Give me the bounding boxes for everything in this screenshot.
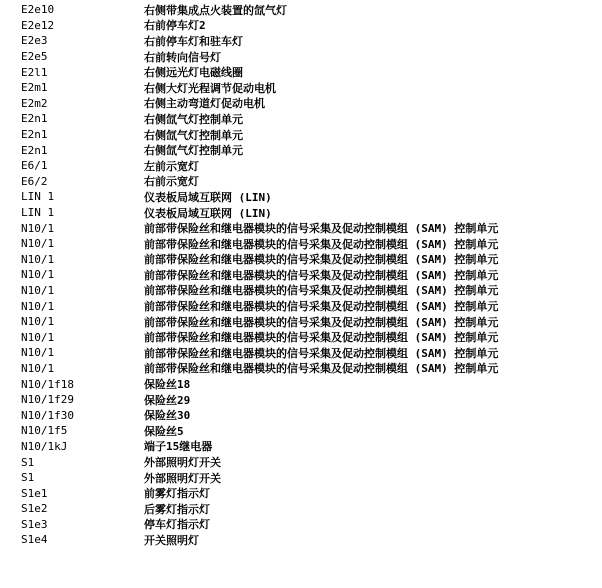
component-code: E2e3 [21, 34, 48, 48]
component-description: 右侧大灯光程调节促动电机 [144, 81, 276, 95]
legend-row [0, 33, 602, 49]
component-description: 保险丝18 [144, 378, 191, 392]
component-description: 后雾灯指示灯 [144, 502, 210, 516]
component-description: 右前转向信号灯 [144, 50, 221, 64]
component-description: 右侧氙气灯控制单元 [144, 112, 243, 126]
component-code: S1 [21, 455, 35, 469]
component-code: N10/1f18 [21, 377, 74, 391]
component-code: E2m2 [21, 96, 48, 110]
component-code: LIN 1 [21, 190, 55, 204]
component-description: 停车灯指示灯 [144, 518, 210, 532]
component-description: 右侧氙气灯控制单元 [144, 128, 243, 142]
component-code: S1e4 [21, 533, 48, 547]
legend-row [0, 407, 602, 423]
component-code: S1 [21, 471, 35, 485]
legend-row [0, 158, 602, 174]
component-description: 右侧带集成点火装置的氙气灯 [144, 3, 287, 17]
legend-row [0, 49, 602, 65]
component-code: N10/1 [21, 268, 55, 282]
component-description: 前部带保险丝和继电器模块的信号采集及促动控制模组 (SAM) 控制单元 [144, 362, 499, 376]
component-code: N10/1 [21, 252, 55, 266]
component-description: 左前示宽灯 [144, 159, 199, 173]
legend-row [0, 517, 602, 533]
component-code: N10/1f30 [21, 408, 74, 422]
component-description: 仪表板局域互联网 (LIN) [144, 190, 272, 204]
component-code: S1e3 [21, 517, 48, 531]
component-code: N10/1f29 [21, 393, 74, 407]
component-code: E6/2 [21, 174, 48, 188]
legend-row [0, 220, 602, 236]
component-code: N10/1 [21, 361, 55, 375]
legend-row [0, 189, 602, 205]
component-description: 端子15继电器 [144, 440, 213, 454]
legend-row [0, 532, 602, 548]
legend-row [0, 501, 602, 517]
component-code: E2l1 [21, 65, 48, 79]
legend-row [0, 329, 602, 345]
legend-row [0, 252, 602, 268]
component-code: N10/1 [21, 330, 55, 344]
component-description: 前部带保险丝和继电器模块的信号采集及促动控制模组 (SAM) 控制单元 [144, 284, 499, 298]
component-code: E2n1 [21, 112, 48, 126]
legend-row [0, 423, 602, 439]
component-code: E2e5 [21, 50, 48, 64]
component-legend-list [0, 2, 602, 548]
component-code: E2e12 [21, 18, 55, 32]
legend-row [0, 174, 602, 190]
component-description: 右前示宽灯 [144, 175, 199, 189]
legend-row [0, 439, 602, 455]
component-description: 前部带保险丝和继电器模块的信号采集及促动控制模组 (SAM) 控制单元 [144, 331, 499, 345]
component-description: 前部带保险丝和继电器模块的信号采集及促动控制模组 (SAM) 控制单元 [144, 300, 499, 314]
component-description: 仪表板局域互联网 (LIN) [144, 206, 272, 220]
legend-row [0, 298, 602, 314]
component-description: 右侧远光灯电磁线圈 [144, 66, 243, 80]
component-code: S1e1 [21, 486, 48, 500]
component-description: 外部照明灯开关 [144, 456, 221, 470]
component-description: 前雾灯指示灯 [144, 487, 210, 501]
legend-row [0, 236, 602, 252]
component-description: 开关照明灯 [144, 533, 199, 547]
component-description: 前部带保险丝和继电器模块的信号采集及促动控制模组 (SAM) 控制单元 [144, 346, 499, 360]
component-description: 前部带保险丝和继电器模块的信号采集及促动控制模组 (SAM) 控制单元 [144, 253, 499, 267]
legend-row [0, 283, 602, 299]
legend-row [0, 64, 602, 80]
component-code: E2n1 [21, 128, 48, 142]
component-code: S1e2 [21, 502, 48, 516]
legend-row [0, 111, 602, 127]
component-description: 右前停车灯2 [144, 19, 206, 33]
legend-row [0, 2, 602, 18]
legend-row [0, 80, 602, 96]
legend-row [0, 142, 602, 158]
component-code: N10/1 [21, 346, 55, 360]
component-code: E2m1 [21, 81, 48, 95]
component-code: N10/1 [21, 221, 55, 235]
component-description: 右侧主动弯道灯促动电机 [144, 97, 265, 111]
component-code: E2n1 [21, 143, 48, 157]
component-description: 右侧氙气灯控制单元 [144, 144, 243, 158]
legend-row [0, 470, 602, 486]
component-description: 保险丝29 [144, 393, 191, 407]
legend-row [0, 392, 602, 408]
legend-row [0, 18, 602, 34]
component-description: 外部照明灯开关 [144, 471, 221, 485]
legend-row [0, 485, 602, 501]
component-code: LIN 1 [21, 206, 55, 220]
component-description: 右前停车灯和驻车灯 [144, 34, 243, 48]
component-code: N10/1kJ [21, 439, 68, 453]
component-code: N10/1f5 [21, 424, 68, 438]
component-description: 前部带保险丝和继电器模块的信号采集及促动控制模组 (SAM) 控制单元 [144, 315, 499, 329]
legend-row [0, 205, 602, 221]
legend-row [0, 96, 602, 112]
component-code: E6/1 [21, 159, 48, 173]
legend-row [0, 376, 602, 392]
legend-row [0, 314, 602, 330]
legend-row [0, 267, 602, 283]
legend-row [0, 361, 602, 377]
component-code: N10/1 [21, 315, 55, 329]
component-description: 保险丝5 [144, 424, 184, 438]
legend-row [0, 454, 602, 470]
component-description: 前部带保险丝和继电器模块的信号采集及促动控制模组 (SAM) 控制单元 [144, 268, 499, 282]
legend-row [0, 345, 602, 361]
component-description: 前部带保险丝和继电器模块的信号采集及促动控制模组 (SAM) 控制单元 [144, 237, 499, 251]
component-description: 前部带保险丝和继电器模块的信号采集及促动控制模组 (SAM) 控制单元 [144, 222, 499, 236]
legend-row [0, 127, 602, 143]
component-code: N10/1 [21, 283, 55, 297]
component-code: E2e10 [21, 3, 55, 17]
component-description: 保险丝30 [144, 409, 191, 423]
component-code: N10/1 [21, 299, 55, 313]
component-code: N10/1 [21, 237, 55, 251]
